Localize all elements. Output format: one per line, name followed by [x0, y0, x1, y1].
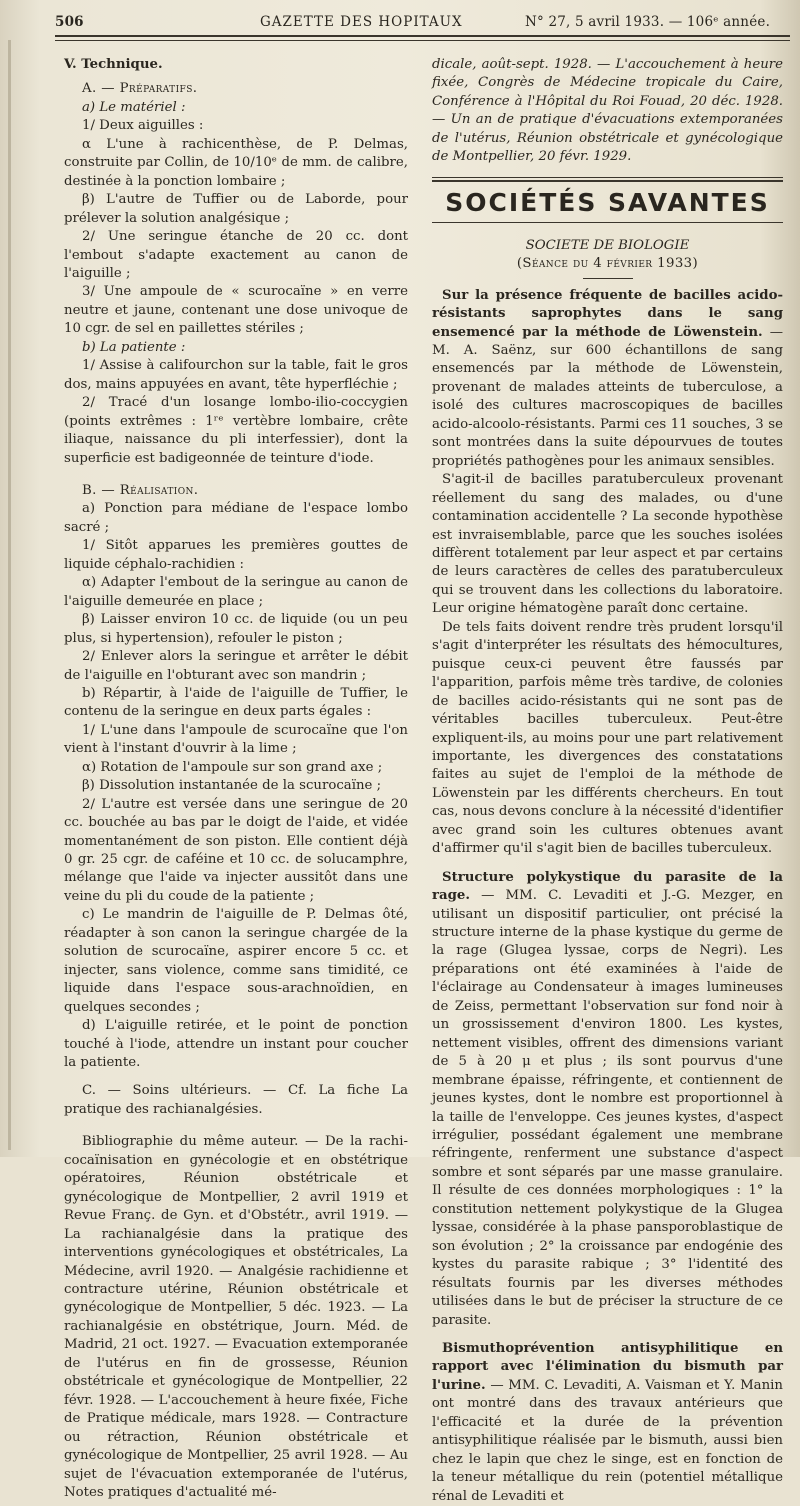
- article-authors: — MM. C. Levaditi, A. Vaisman et Y. Manin: [490, 1377, 783, 1393]
- paragraph: 2/ L'autre est versée dans une seringue de 20 cc. bouchée au bas par le doigt de l'aide, et vidée momentanément de son piston. Elle contient déjà 0 gr. 25 cgr. de caféine et 10 cc. de solucamphre, mélange que l'aide va injecter aussitôt dans une veine du pli du coude de la patiente ;: [64, 796, 408, 904]
- paragraph: β) L'autre de Tuffier ou de Laborde, pour prélever la solution analgésique ;: [64, 192, 408, 226]
- article-title: Sur la présence fréquente de bacilles acido-résistants saprophytes dans le sang ensemencé par la méthode de Löwenstein.: [432, 287, 783, 340]
- paragraph: C. — Soins ultérieurs. — Cf. La fiche La pratique des rachianalgésies.: [64, 1083, 408, 1117]
- paragraph: 1/ Sitôt apparues les premières gouttes de liquide céphalo-rachidien :: [64, 538, 408, 572]
- society-name: SOCIETE DE BIOLOGIE: [525, 237, 690, 253]
- subsection-heading: A. — Préparatifs.: [82, 81, 198, 97]
- paragraph: 1/ Deux aiguilles :: [82, 118, 204, 134]
- page-edge-shadow: [8, 40, 11, 1150]
- right-column: [432, 56, 783, 1506]
- page-header: [55, 10, 790, 38]
- paragraph: S'agit-il de bacilles paratuberculeux provenant réellement du sang des malades, ou d'une contamination accidentelle ? La seconde hypothèse est invraisemblable, parce que les souches isolées diffèrent totalement par leur aspect et par certains de leurs caractères de celles des paratuberculeux qui se trouvent dans les collections du laboratoire. Leur origine hématogène paraît donc certaine.: [432, 472, 783, 617]
- paragraph: b) La patiente :: [82, 339, 186, 355]
- article-body: ont montré dans des travaux antérieurs que l'efficacité et la durée de la prévention antisyphilitique réalisée par le bismuth, aussi bien chez le lapin que chez le singe, est en fonction de la teneur métallique du rein (potentiel métallique rénal de Levaditi et: [432, 1396, 783, 1504]
- paragraph: 2/ Une seringue étanche de 20 cc. dont l'embout s'adapte exactement au canon de l'aiguille ;: [64, 229, 408, 281]
- article-title: Structure polykystique du parasite de la rage.: [432, 869, 783, 904]
- article-authors: — M. A. Saënz,: [432, 324, 783, 358]
- section-title: SOCIÉTÉS SAVANTES: [445, 187, 770, 217]
- article-body: en utilisant un dispositif particulier, ont précisé la structure interne de la phase kystique du germe de la rage (Glugea lyssae, corps de Negri). Les préparations ont été examinées à l'aide de l'éclairage au Condensateur à images lumineuses de Zeiss, permettant l'observation sur fond noir à un grossissement d'environ 1800. Les kystes, nettement visibles, offrent des dimensions variant de 5 à 20 μ et plus ; ils sont pourvus d'une membrane épaisse, réfringente, et contiennent de jeunes kystes, dont le nombre est proportionnel à la taille de l'enveloppe. Ces jeunes kystes, d'aspect irrégulier, possédant également une membrane réfringente, renferment une substance d'aspect sombre et sont séparés par une masse granulaire. Il résulte de ces données morphologiques : 1° la constitution nettement polykystique de la Glugea lyssae, considérée à la phase pansporoblastique de son évolution ; 2° la croissance par endogénie des kystes du parasite rabique ; 3° l'identité des résultats fournis par les diverses méthodes utilisées dans le but de préciser la structure de ce parasite.: [432, 888, 784, 1328]
- article-authors: — MM. C. Levaditi et J.-G. Mezger,: [481, 888, 756, 904]
- paragraph: β) Dissolution instantanée de la scurocaïne ;: [82, 778, 382, 794]
- header-rule-thin: [55, 40, 790, 41]
- article: [432, 1340, 783, 1506]
- paragraph: α L'une à rachicenthèse, de P. Delmas, construite par Collin, de 10/10ᵉ de mm. de calibre, destinée à la ponction lombaire ;: [64, 136, 408, 189]
- paragraph: 2/ Enlever alors la seringue et arrêter le débit de l'aiguille en l'obturant avec son mandrin ;: [64, 649, 408, 683]
- paragraph: a) Ponction para médiane de l'espace lombo sacré ;: [64, 501, 408, 535]
- paragraph: 1/ Assise à califourchon sur la table, fait le gros dos, mains appuyées en avant, tête hyperfléchie ;: [64, 358, 408, 392]
- article-body: sur 600 échantillons de sang ensemencés par la méthode de Löwenstein, provenant de malades atteints de tuberculose, a isolé des cultures macroscopiques de bacilles acido-alcoolo-résistants. Parmi ces 11 souches, 3 se sont montrées dans la suite dépourvues de toutes propriétés pathogènes pour les animaux sensibles.: [432, 342, 784, 469]
- section-heading: V. Technique.: [64, 57, 163, 72]
- short-divider: [583, 278, 633, 279]
- paragraph: α) Rotation de l'ampoule sur son grand axe ;: [82, 759, 383, 775]
- journal-title: GAZETTE DES HOPITAUX: [260, 14, 463, 30]
- paragraph: b) Répartir, à l'aide de l'aiguille de Tuffier, le contenu de la seringue en deux parts égales :: [64, 685, 408, 720]
- issue-info: N° 27, 5 avril 1933. — 106ᵉ année.: [525, 14, 771, 30]
- section-rule: [432, 177, 783, 178]
- header-rule: [55, 35, 790, 37]
- bibliography-continuation: dicale, août-sept. 1928. — L'accouchement à heure fixée, Congrès de Médecine tropicale du Caire, Conférence à l'Hôpital du Roi Fouad, 20 déc. 1928. — Un an de pratique d'évacuations extemporanées de l'utérus, Réunion obstétricale et gynécologique de Montpellier, 20 févr. 1929.: [432, 57, 783, 165]
- paragraph: a) Le matériel :: [82, 99, 186, 115]
- bibliography: Bibliographie du même auteur. — De la rachi-cocaïnisation en gynécologie et en obstétrique opératoires, Réunion obstétricale et gynécologique de Montpellier, 2 avril 1919 et Revue Franç. de Gyn. et d'Obstétr., avril 1919. — La rachianalgésie dans la pratique des interventions gynécologiques et obstétricales, La Médecine, avril 1920. — Analgésie rachidienne et contracture utérine, Réunion obstétricale et gynécologique de Montpellier, 5 déc. 1923. — La rachianalgésie en obstétrique, Journ. Méd. de Madrid, 21 oct. 1927. — Evacuation extemporanée de l'utérus en fin de grossesse, Réunion obstétricale et gynécologique de Montpellier, 22 févr. 1928. — L'accouchement à heure fixée, Fiche de Pratique médicale, mars 1928. — Contracture ou rétraction, Réunion obstétricale et gynécologique de Montpellier, 25 avril 1928. — Au sujet de l'évacuation extemporanée de l'utérus, Notes pratiques d'actualité mé-: [64, 1134, 408, 1500]
- paragraph: 1/ L'une dans l'ampoule de scurocaïne que l'on vient à l'instant d'ouvrir à la lime ;: [64, 722, 408, 757]
- paragraph: β) Laisser environ 10 cc. de liquide (ou un peu plus, si hypertension), refouler le piston ;: [64, 612, 408, 646]
- paragraph: 3/ Une ampoule de « scurocaïne » en verre neutre et jaune, contenant une dose univoque de 10 cgr. de sel en paillettes stériles ;: [64, 284, 408, 337]
- paragraph: α) Adapter l'embout de la seringue au canon de l'aiguille demeurée en place ;: [64, 575, 408, 609]
- left-column: [64, 56, 408, 1502]
- paragraph: c) Le mandrin de l'aiguille de P. Delmas ôté, réadapter à son canon la seringue chargée de la solution de scurocaïne, aspirer encore 5 cc. et injecter, sans violence, comme sans timidité, ce liquide dans l'espace sous-arachnoïdien, en quelques secondes ;: [64, 907, 408, 1015]
- session-date: (Séance du 4 février 1933): [516, 256, 699, 272]
- paragraph: De tels faits doivent rendre très prudent lorsqu'il s'agit d'interpréter les résultats des hémocultures, puisque ceux-ci peuvent être faussés par l'apparition, parfois même très tardive, de colonies de bacilles acido-résistants qui ne sont pas de véritables bacilles tuberculeux. Peut-être expliquent-ils, au moins pour une part relativement importante, les divergences des constatations faites au sujet de l'emploi de la méthode de Löwenstein par les différents chercheurs. En tout cas, nous devons conclure à la nécessité d'identifier avec grand soin les cultures obtenues avant d'affirmer qu'il s'agit bien de bacilles tuberculeux.: [432, 619, 783, 857]
- paragraph: d) L'aiguille retirée, et le point de ponction touché à l'iode, attendre un instant pour coucher la patiente.: [64, 1018, 408, 1071]
- paragraph: 2/ Tracé d'un losange lombo-ilio-coccygien (points extrêmes : 1ʳᵉ vertèbre lombaire, crête iliaque, naissance du pli interfessier), dont la superficie est badigeonnée de teinture d'iode.: [64, 395, 408, 466]
- page-number: 506: [55, 14, 84, 30]
- article: [432, 287, 783, 472]
- article: [432, 869, 783, 1330]
- subsection-heading: B. — Réalisation.: [82, 482, 199, 498]
- article-title: Bismuthoprévention antisyphilitique en rapport avec l'élimination du bismuth par l'urine.: [432, 1341, 783, 1393]
